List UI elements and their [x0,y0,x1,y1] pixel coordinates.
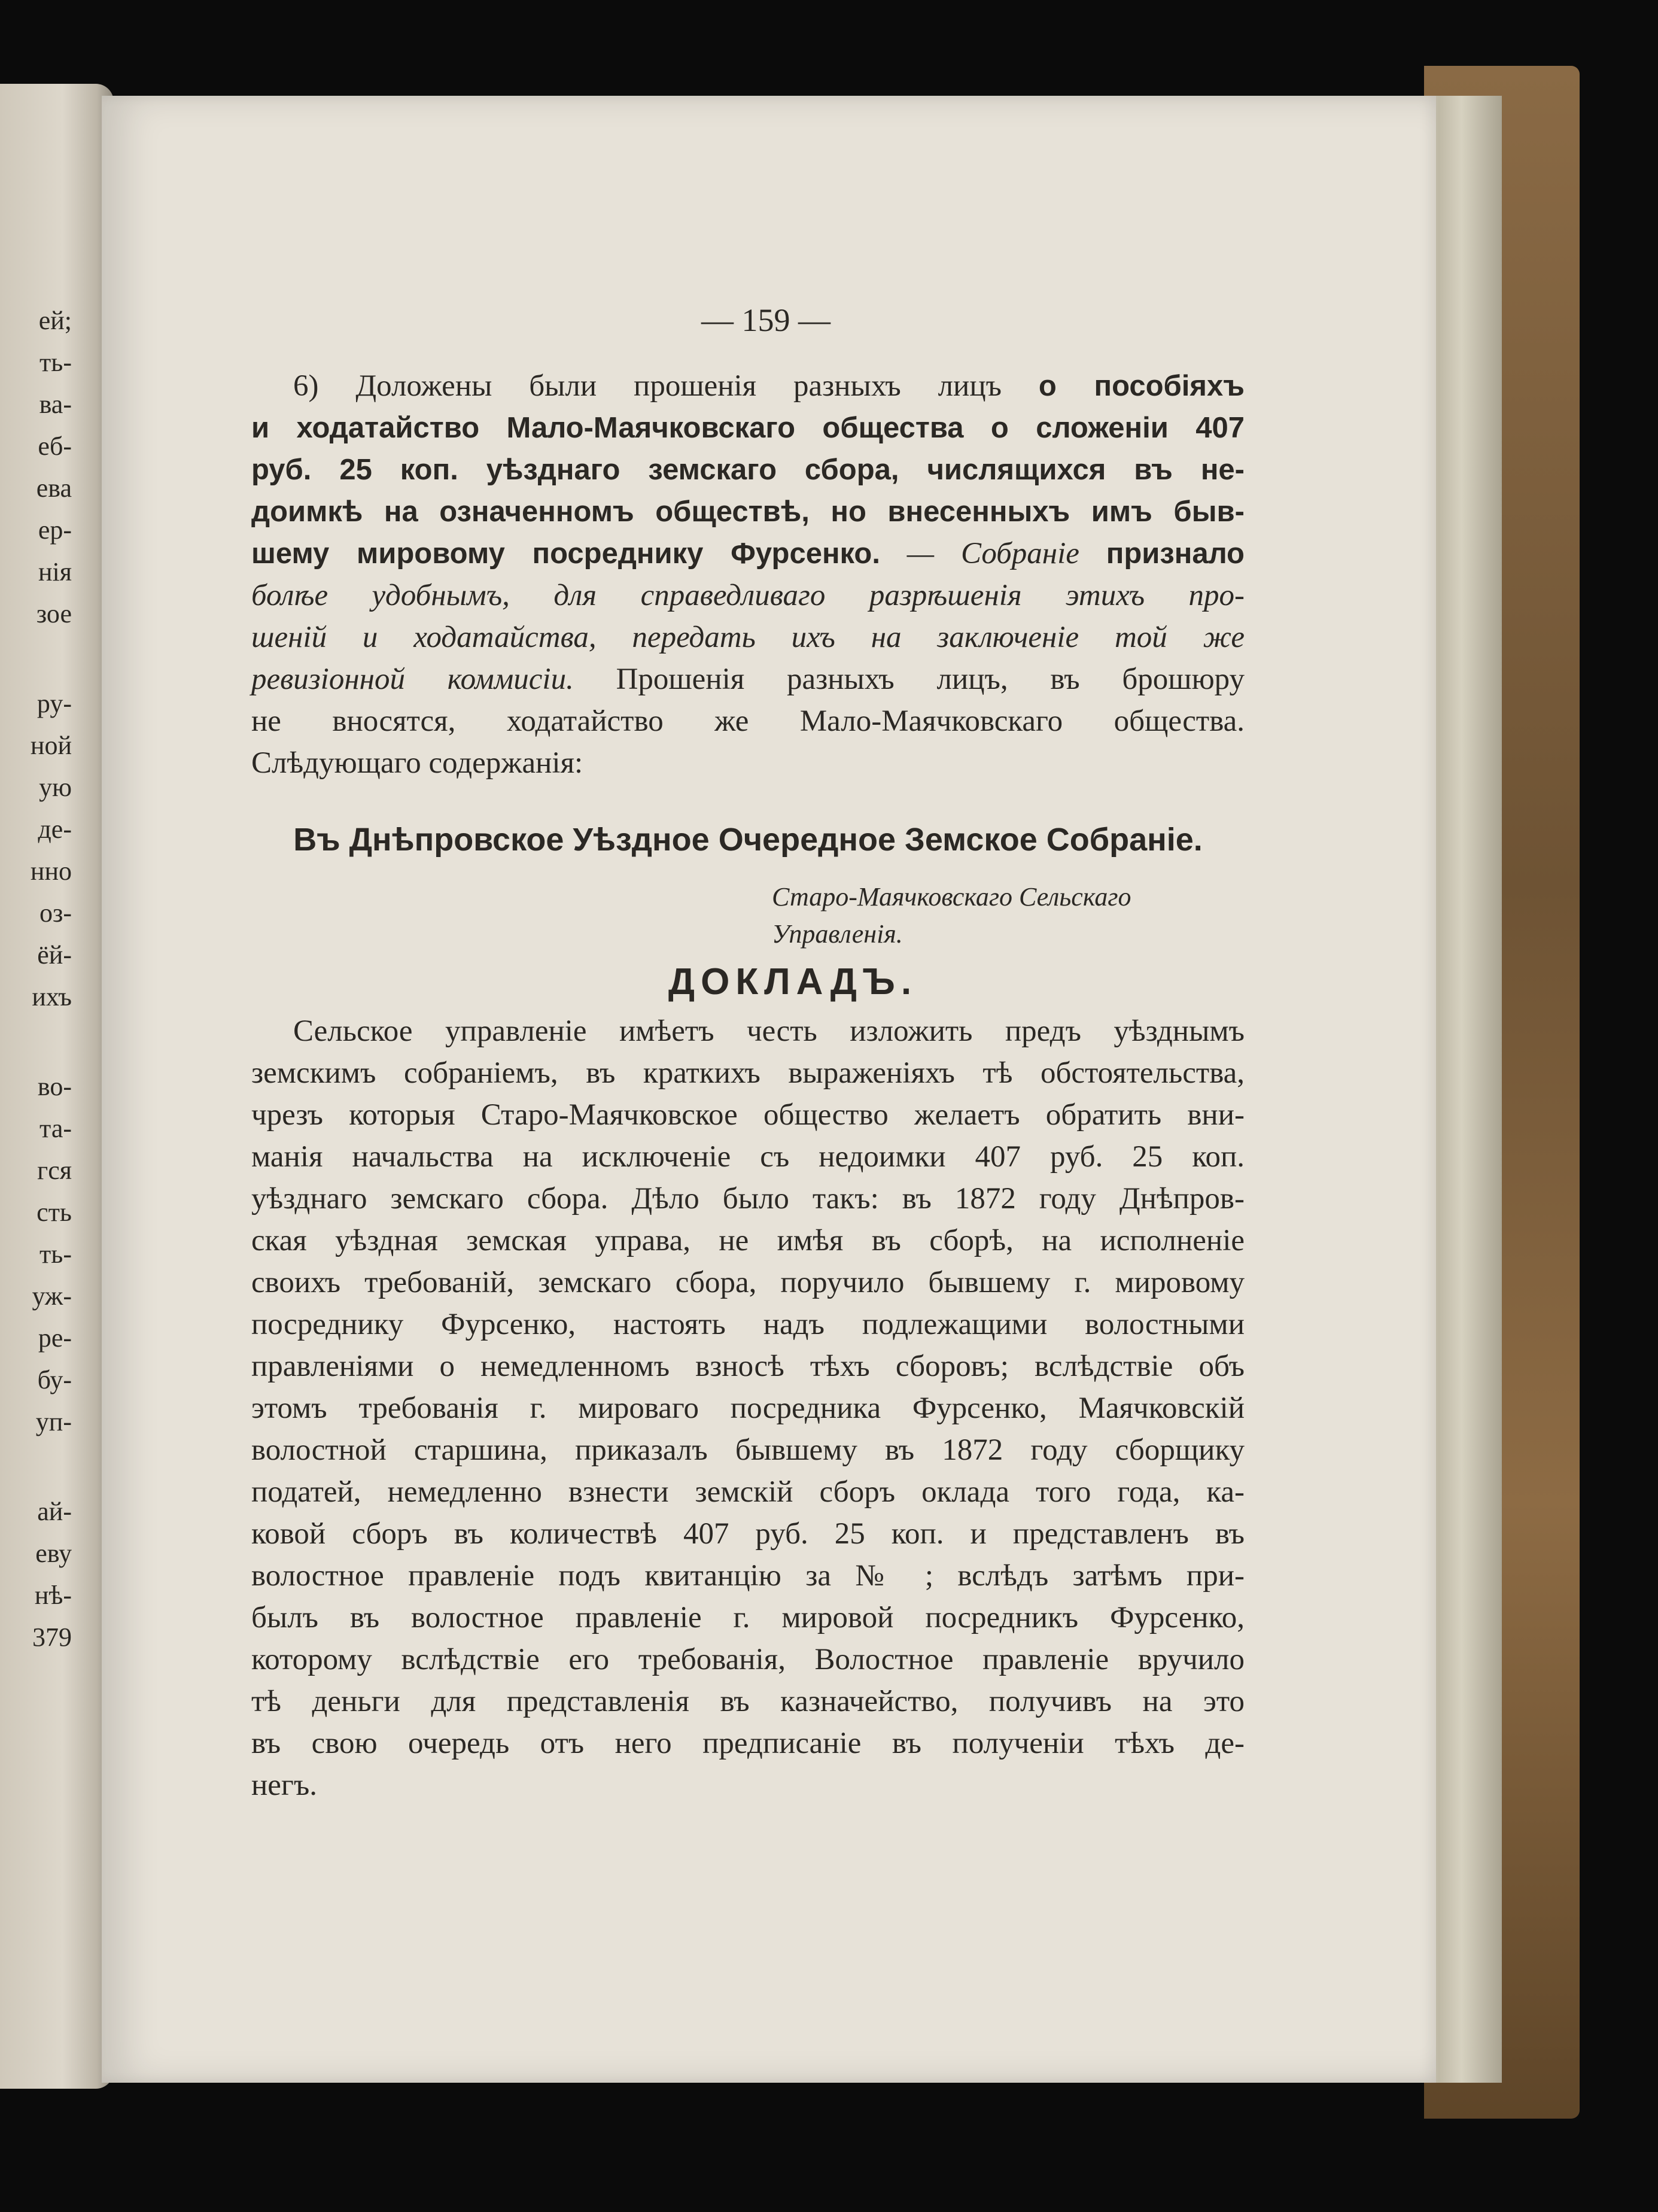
margin-text-fragment: ру- [36,689,72,718]
text-line: негъ. [251,1769,317,1802]
text-line: былъ въ волостное правленіе г. мировой посредникъ Фурсенко, [251,1601,1245,1634]
text-line: Слѣдующаго содержанія: [251,746,583,780]
text-line: правленіями о немедленномъ взносѣ тѣхъ сборовъ; вслѣдствіе объ [251,1350,1245,1383]
document-title: ДОКЛАДЪ. [668,961,918,1002]
paragraph-intro [251,365,1245,784]
italic-run: ревизіонной коммисіи. [251,663,574,696]
text-line: тѣ деньги для представленія въ казначейство, получивъ на это [251,1685,1245,1718]
text-line: чрезъ которыя Старо-Маячковское общество желаетъ обратить вни- [251,1098,1245,1132]
margin-text-fragment: ть- [39,348,72,377]
margin-text-fragment: ва- [39,390,72,419]
text-line: своихъ требованій, земскаго сбора, поручило бывшему г. мировому [251,1266,1245,1299]
margin-text-fragment: бу- [37,1365,72,1394]
margin-text-fragment: ть- [39,1239,72,1269]
sender-line: Старо-Маячковскаго Сельскаго [772,882,1131,911]
text-line: доимкѣ на означенномъ обществѣ, но внесенныхъ имъ быв- [251,496,1245,528]
margin-text-fragment: ре- [38,1323,72,1353]
text-line: которому вслѣдствіе его требованія, Волостное правленіе вручило [251,1643,1245,1676]
text-line: волостной старшина, приказалъ бывшему въ 1872 году сборщику [251,1433,1245,1467]
text-line: этомъ требованія г. мироваго посредника Фурсенко, Маячковскій [251,1391,1245,1425]
margin-text-fragment: еву [35,1539,72,1568]
text-line: волостное правленіе подъ квитанцію за № ; вслѣдъ затѣмъ при- [251,1559,1245,1593]
margin-text-fragment: оз- [39,898,72,928]
text-run: 6) Доложены были прошенія разныхъ лицъ [293,369,1039,403]
text-line: болѣе удобнымъ, для справедливаго разрѣшенія этихъ про- [251,579,1245,612]
margin-text-fragment: зое [36,599,72,628]
text-line: податей, немедленно взнести земскій сборъ оклада того года, ка- [251,1475,1245,1509]
sender-line: Управленія. [772,919,903,949]
margin-text-fragment: нно [30,856,72,886]
margin-text-fragment: ихъ [32,982,72,1011]
text-line: манія начальства на исключеніе съ недоимки 407 руб. 25 коп. [251,1140,1245,1174]
italic-run: — Собраніе [880,537,1106,570]
text-line: земскимъ собраніемъ, въ краткихъ выраженіяхъ тѣ обстоятельства, [251,1056,1245,1090]
margin-text-fragment: ер- [38,515,72,545]
margin-text-fragment: еб- [38,432,72,461]
report-body [251,1010,1245,1806]
bold-run: о пособіяхъ [1038,370,1245,402]
text-line: руб. 25 коп. уѣзднаго земскаго сбора, числящихся въ не- [251,454,1245,486]
page-number: — 159 — [701,302,830,338]
text-run: Прошенія разныхъ лицъ, въ брошюру [573,663,1245,696]
text-line [251,533,1245,575]
text-line: не вносятся, ходатайство же Мало-Маячковскаго общества. [251,704,1245,738]
margin-text-fragment: во- [37,1072,72,1101]
book-page [102,96,1436,2083]
text-line: ковой сборъ въ количествѣ 407 руб. 25 коп. и представленъ въ [251,1517,1245,1551]
bold-run: признало [1106,537,1245,570]
margin-text-fragment: ной [30,731,72,760]
text-line: Сельское управленіе имѣетъ честь изложить предъ уѣзднымъ [293,1014,1245,1048]
page-content [251,299,1245,1806]
margin-text-fragment: 379 [32,1622,72,1652]
margin-text-fragment: ай- [37,1497,72,1526]
margin-text-fragment: ую [39,773,72,802]
margin-text-fragment: уп- [35,1407,72,1436]
margin-text-fragment: ева [36,473,72,503]
text-line: ская уѣздная земская управа, не имѣя въ сборѣ, на исполненіе [251,1224,1245,1257]
text-line: и ходатайство Мало-Маячковскаго общества о сложеніи 407 [251,412,1245,444]
margin-text-fragment: нѣ- [34,1581,72,1610]
text-line: уѣзднаго земскаго сбора. Дѣло было такъ: въ 1872 году Днѣпров- [251,1182,1245,1216]
bold-run: шему мировому посреднику Фурсенко. [251,537,880,570]
text-line: посреднику Фурсенко, настоять надъ подлежащими волостными [251,1308,1245,1341]
text-line [251,365,1245,407]
text-line [251,658,1245,700]
assembly-heading: Въ Днѣпровское Уѣздное Очередное Земское Собраніе. [293,822,1203,858]
margin-text-fragment: ёй- [37,940,72,970]
margin-text-fragment: нія [38,557,72,587]
text-line: въ свою очередь отъ него предписаніе въ полученіи тѣхъ де- [251,1727,1245,1760]
margin-text-fragment: уж- [32,1281,72,1311]
margin-text-fragment: ей; [38,306,72,335]
previous-page-edge [0,84,114,2089]
text-line: шеній и ходатайства, передать ихъ на заключеніе той же [251,621,1245,654]
margin-text-fragment: гся [37,1156,72,1185]
margin-text-fragment: де- [38,815,72,844]
margin-text-fragment: сть [36,1198,72,1227]
margin-text-fragment: та- [39,1114,72,1143]
